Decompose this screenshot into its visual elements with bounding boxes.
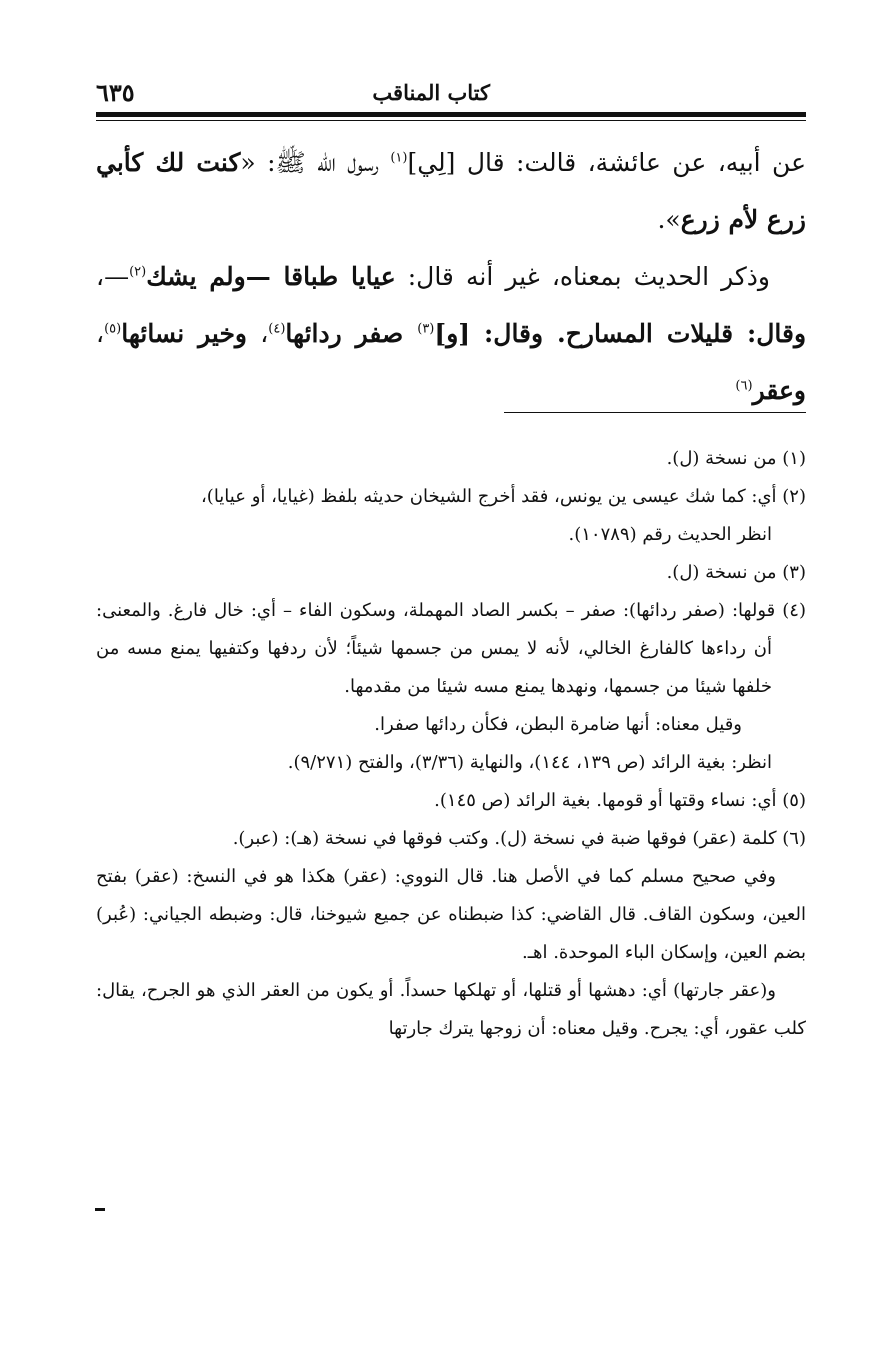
hadith-quote: كنت لك كأبي زرع لأم زرع	[96, 148, 806, 234]
chapter-title: كتاب المناقب	[372, 80, 490, 105]
footnote-6-cont: وفي صحيح مسلم كما في الأصل هنا. قال النووي: (عقر) هكذا هو في النسخ: (عقر) بفتح العين، وسكون القاف. قال القاضي: كذا ضبطناه عن جميع شيوخنا، قال: وضبطه الجياني: (عُبر) بضم العين، وإسكان الباء الموحدة. اهـ.	[96, 866, 806, 963]
hadith-quote: صفر ردائها	[285, 319, 418, 348]
footnote-2: (٢) أي: كما شك عيسى ين يونس، فقد أخرج الشيخان حديثه بلفظ (غيايا، أو عيايا)،	[200, 486, 806, 507]
text-run: ،	[96, 319, 105, 348]
text-run: ،	[247, 319, 269, 348]
main-text	[96, 134, 806, 419]
footnote-ref: (٣)	[417, 321, 435, 337]
footnote-ref: (٤)	[268, 321, 286, 337]
footnote-ref: (٥)	[104, 321, 122, 337]
text-run: رسول الله ﷺ: «	[240, 148, 391, 177]
footnote-4: (٤) قولها: (صفر ردائها): صفر – بكسر الصاد المهملة، وسكون الفاء – أي: خال فارغ. والمعنى: أن رداءها كالفارغ الخالي، لأنه لا يمس من جسمها شيئاً؛ لأن ردفها وكتفيها يمنع مسه من خلفها شيئا من جسمها، ونهدها يمنع مسه شيئا من مقدمها.	[96, 600, 806, 697]
hadith-quote: وعقر	[752, 376, 806, 405]
hadith-quote: وخير نسائها	[121, 319, 248, 348]
footnote-1: (١) من نسخة (ل).	[666, 448, 806, 469]
footnote-4-refs: انظر: بغية الرائد (ص ١٣٩، ١٤٤)، والنهاية (٣/٣٦)، والفتح (٩/٢٧١).	[287, 752, 772, 773]
main-paragraph-1	[96, 134, 806, 248]
footnote-ref: (٦)	[735, 378, 753, 394]
hadith-quote: وقال: قليلات المسارح. وقال: [و]	[434, 319, 807, 348]
text-run: ».	[657, 205, 681, 234]
footnote-5: (٥) أي: نساء وقتها أو قومها. بغية الرائد (ص ١٤٥).	[434, 790, 806, 811]
text-run: وذكر الحديث بمعناه، غير أنه قال:	[395, 262, 770, 291]
page-header	[96, 78, 806, 110]
footnote-2-cont: انظر الحديث رقم (١٠٧٨٩).	[568, 524, 772, 545]
footnote-4-cont: وقيل معناه: أنها ضامرة البطن، فكأن ردائها صفرا.	[374, 714, 742, 735]
footnote-6: (٦) كلمة (عقر) فوقها ضبة في نسخة (ل). وكتب فوقها في نسخة (هـ): (عبر).	[232, 828, 806, 849]
footnote-6-cont-2: و(عقر جارتها) أي: دهشها أو قتلها، أو تهلكها حسداً. أو يكون من العقر الذي هو الجرح، يقال: كلب عقور، أي: يجرح. وقيل معناه: أن زوجها يترك جارتها	[96, 980, 806, 1039]
header-rule-thin	[96, 120, 806, 121]
page-number: ٦٣٥	[96, 78, 135, 107]
hadith-quote: عيايا طباقا —ولم يشك	[146, 262, 396, 291]
footnote-separator	[504, 412, 806, 413]
footnote-ref: (٢)	[129, 264, 147, 280]
text-run: عن أبيه، عن عائشة، قالت: قال [لِي]	[407, 148, 806, 177]
header-rule-thick	[96, 112, 806, 117]
footnote-ref: (١)	[390, 150, 408, 166]
main-paragraph-2	[96, 248, 806, 419]
footnote-3: (٣) من نسخة (ل).	[666, 562, 806, 583]
continuation-dash	[95, 1208, 105, 1211]
text-run: —،	[96, 262, 130, 291]
footnotes	[96, 440, 806, 1048]
